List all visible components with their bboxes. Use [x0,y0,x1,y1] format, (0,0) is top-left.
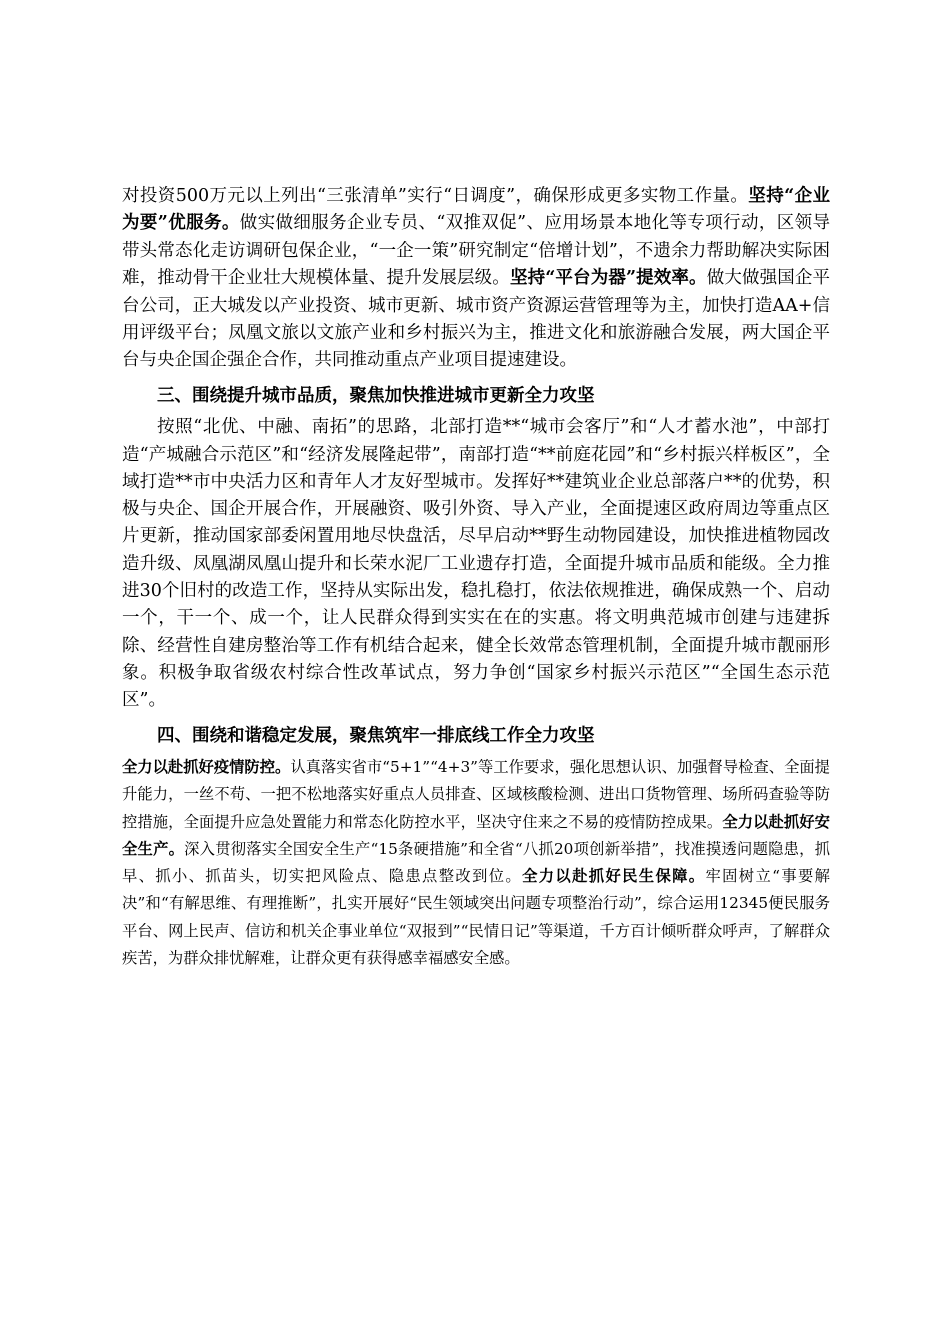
paragraph-text: 深入贯彻落实全国安全生产“15条硬措施”和全省“八抓20项创新举措”，找准摸透问题隐患，抓早、抓小、抓苗头，切实把风险点、隐患点整改到位。 [122,839,830,886]
paragraph-stability [122,754,830,972]
bold-lead-platform: 坚持“平台为器”提效率。 [509,268,707,289]
bold-lead-safety: 全力以赴抓好安全生产。 [122,812,830,858]
document-body [122,183,830,972]
paragraph-text: 认真落实省市“5+1”“4+3”等工作要求，强化思想认识、加强督导检查、全面提升能力，一丝不苟、一把不松地落实好重点人员排查、区域核酸检测、进出口货物管理、场所码查验等防控措施，全面提升应急处置能力和常态化防控水平，坚决守住来之不易的疫情防控成果。 [122,757,830,831]
paragraph-text: 做实做细服务企业专员、“双推双促”、应用场景本地化等专项行动，区领导带头常态化走访调研包保企业，“一企一策”研究制定“倍增计划”，不遗余力帮助解决实际困难，推动骨干企业壮大规模体量、提升发展层级。 [122,213,830,289]
paragraph-urban-renewal: 按照“北优、中融、南拓”的思路，北部打造**“城市会客厅”和“人才蓄水池”，中部打造“产城融合示范区”和“经济发展隆起带”，南部打造“**前庭花园”和“乡村振兴样板区”，全域打造**市中央活力区和青年人才友好型城市。发挥好**建筑业企业总部落户**的优势，积极与央企、国企开展合作，开展融资、吸引外资、导入产业，全面提速区政府周边等重点区片更新，推动国家部委闲置用地尽快盘活，尽早启动**野生动物园建设，加快推进植物园改造升级、凤凰湖凤凰山提升和长荣水泥厂工业遗存打造，全面提升城市品质和能级。全力推进30个旧村的改造工作，坚持从实际出发，稳扎稳打，依法依规推进，确保成熟一个、启动一个，干一个、成一个，让人民群众得到实实在在的实惠。将文明典范城市创建与违建拆除、经营性自建房整治等工作有机结合起来，健全长效常态管理机制，全面提升城市靓丽形象。积极争取省级农村综合性改革试点，努力争创“国家乡村振兴示范区”“全国生态示范区”。 [122,417,830,711]
section-heading-four: 四、围绕和谐稳定发展，聚焦筑牢一排底线工作全力攻坚 [157,725,595,746]
paragraph-text: 做大做强国企平台公司，正大城发以产业投资、城市更新、城市资产资源运营管理等为主，加快打造AA+信用评级平台；凤凰文旅以文旅产业和乡村振兴为主，推进文化和旅游融合发展，两大国企平台与央企国企强企合作，共同推动重点产业项目提速建设。 [122,268,831,371]
paragraph-text: 牢固树立“事要解决”和“有解思维、有理推断”，扎实开展好“民生领域突出问题专项整治行动”，综合运用12345便民服务平台、网上民声、信访和机关企事业单位“双报到”“民情日记”等渠道，千方百计倾听群众呼声，了解群众疾苦，为群众排忧解难，让群众更有获得感幸福感安全感。 [122,867,830,967]
bold-lead-livelihood: 全力以赴抓好民生保障。 [522,867,706,886]
bold-lead-epidemic: 全力以赴抓好疫情防控。 [122,757,291,776]
bold-lead-enterprise: 坚持“企业为要”优服务。 [122,186,830,234]
paragraph-enterprise-services [122,183,830,375]
paragraph-text: 对投资500万元以上列出“三张清单”实行“日调度”，确保形成更多实物工作量。 [122,186,749,206]
section-heading-three: 三、围绕提升城市品质，聚焦加快推进城市更新全力攻坚 [157,385,595,406]
